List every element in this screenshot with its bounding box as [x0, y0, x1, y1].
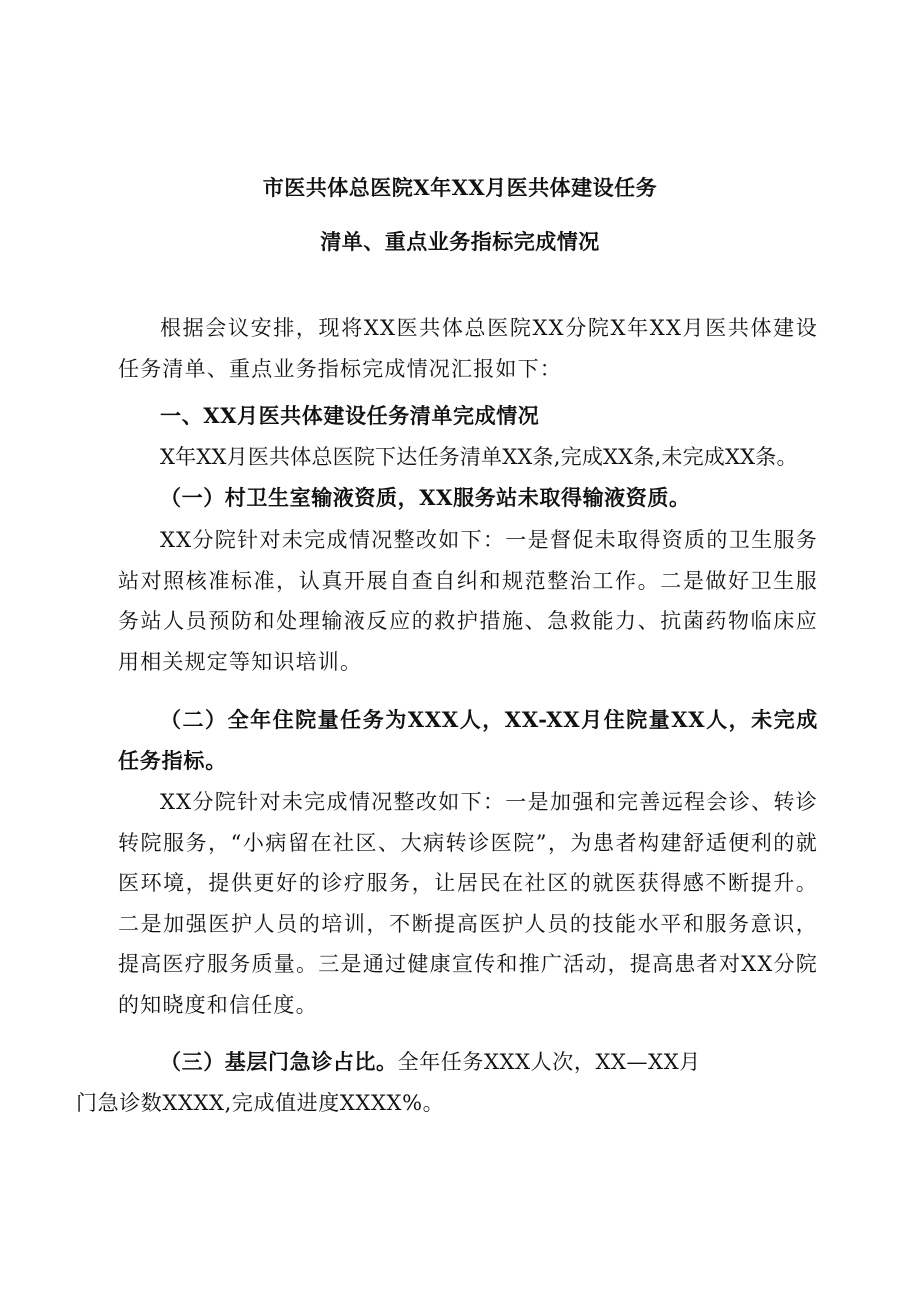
- item-1-body: XX分院针对未完成情况整改如下：一是督促未取得资质的卫生服务站对照核准标准，认真开展自查自纠和规范整治工作。二是做好卫生服务站人员预防和处理输液反应的救护措施、急救能力、抗菌药物临床应用相关规定等知识培训。: [118, 528, 818, 674]
- section-1-summary: X年XX月医共体总医院下达任务清单XX条,完成XX条,未完成XX条。: [160, 445, 798, 469]
- item-2-heading: （二）全年住院量任务为XXX人，XX-XX月住院量XX人，未完成任务指标。: [118, 707, 818, 773]
- item-1-heading: （一）村卫生室输液资质，XX服务站未取得输液资质。: [160, 485, 691, 510]
- section-1-heading: 一、XX月医共体建设任务清单完成情况: [160, 403, 540, 428]
- item-3-heading: （三）基层门急诊占比。: [160, 1049, 398, 1074]
- document-title-line-1: 市医共体总医院X年XX月医共体建设任务: [262, 175, 658, 200]
- intro-paragraph: 根据会议安排，现将XX医共体总医院XX分院X年XX月医共体建设任务清单、重点业务指标完成情况汇报如下：: [118, 316, 818, 381]
- item-3-body-line-2: 门急诊数XXXX,完成值进度XXXX%。: [76, 1090, 445, 1115]
- item-3-paragraph: [76, 1042, 818, 1123]
- document-title-line-2: 清单、重点业务指标完成情况: [320, 229, 600, 254]
- item-2-body: XX分院针对未完成情况整改如下：一是加强和完善远程会诊、转诊转院服务，“小病留在社区、大病转诊医院”，为患者构建舒适便利的就医环境，提供更好的诊疗服务，让居民在社区的就医获得感不断提升。二是加强医护人员的培训，不断提高医护人员的技能水平和服务意识，提高医疗服务质量。三是通过健康宣传和推广活动，提高患者对XX分院的知晓度和信任度。: [118, 790, 818, 1017]
- item-3-body-line-1: 全年任务XXX人次，XX—XX月: [397, 1050, 701, 1074]
